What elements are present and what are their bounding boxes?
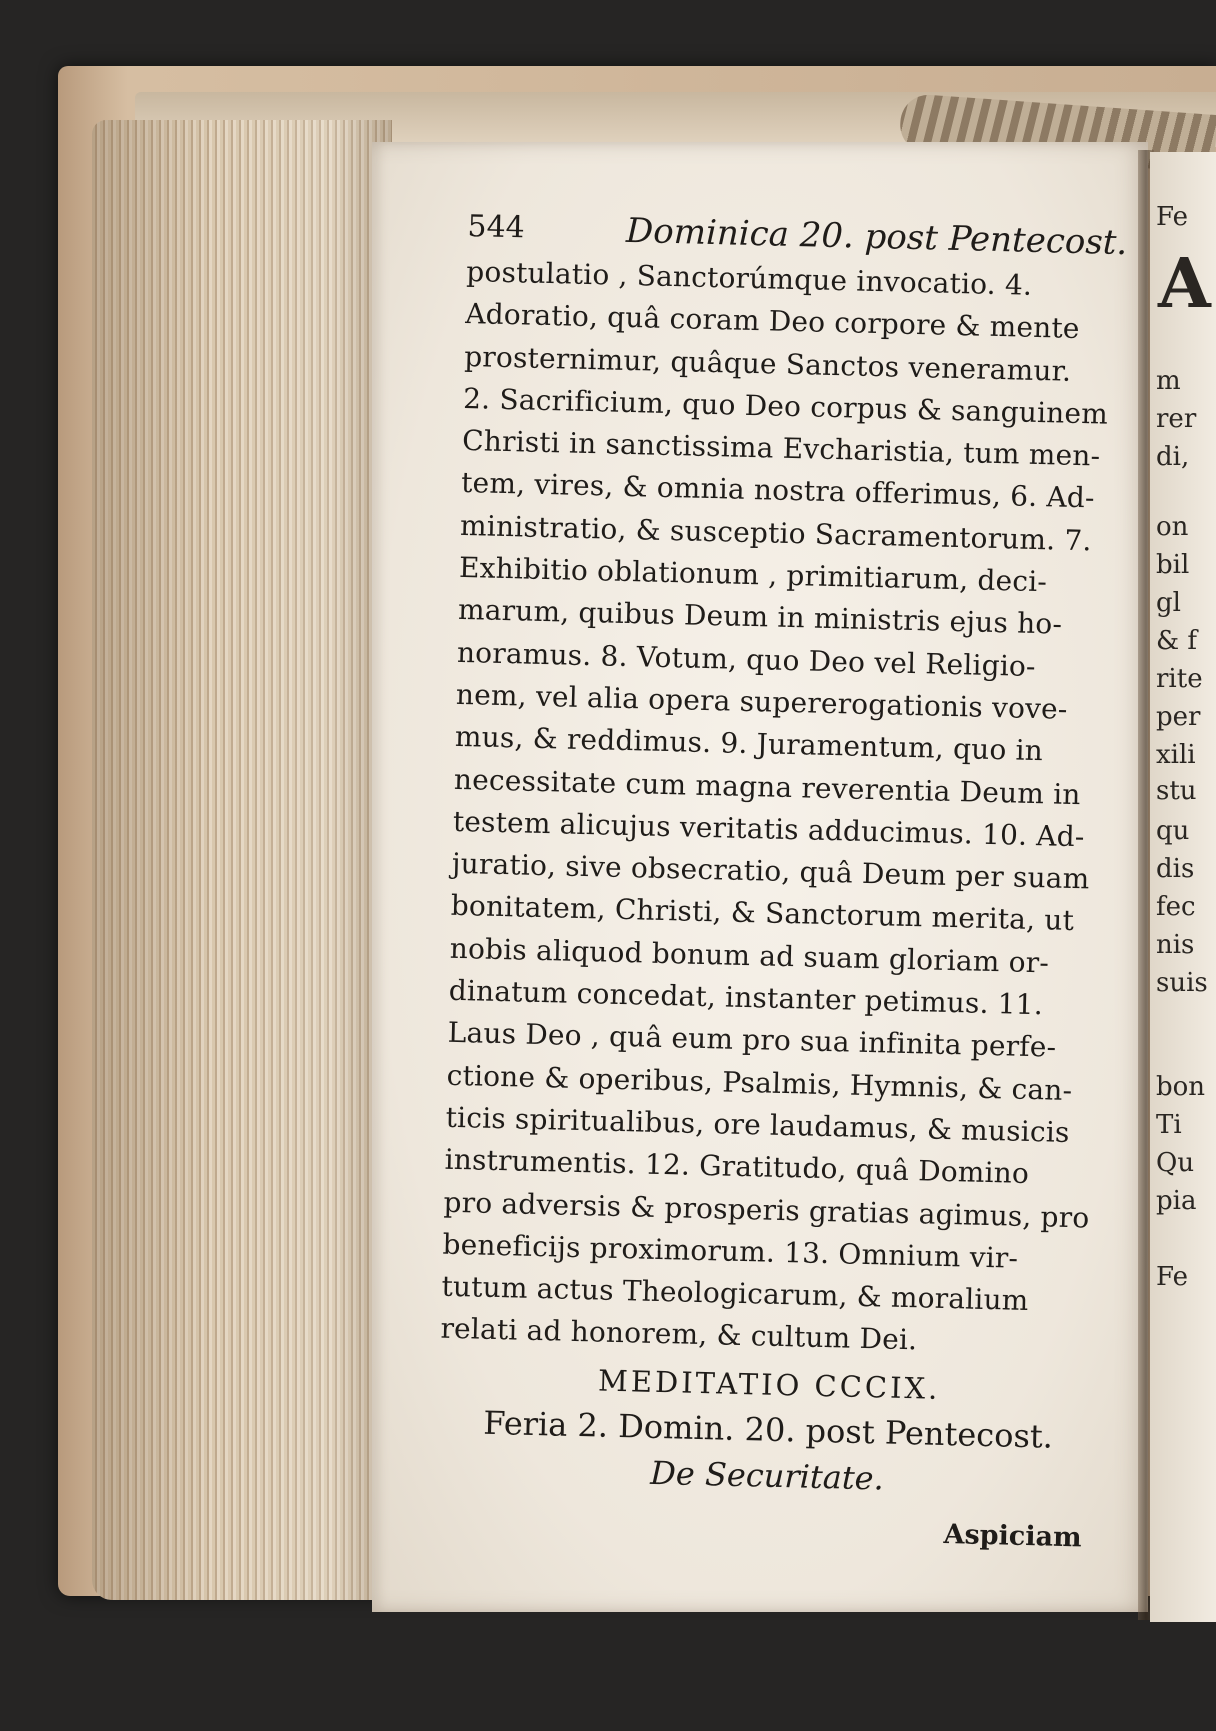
text-line: tem, vires, & omnia nostra offerimus, 6. Ad- <box>460 466 1096 515</box>
page-number: 544 <box>467 208 526 246</box>
facing-page-fragment: pia <box>1156 1186 1197 1216</box>
running-head: Dominica 20. post Pentecost. <box>625 210 1128 264</box>
text-line: 2. Sacrificium, quo Deo corpus & sanguinem <box>462 381 1109 431</box>
facing-page-fragment: per <box>1156 702 1201 732</box>
text-line: pro adversis & prosperis gratias agimus, pro <box>443 1185 1090 1235</box>
facing-page-fragment: bon <box>1156 1072 1206 1102</box>
meditation-subtitle: De Securitate. <box>649 1453 885 1498</box>
facing-page-fragment: qu <box>1156 816 1190 846</box>
meditation-heading: MEDITATIO CCCIX. <box>597 1363 941 1406</box>
text-line: Laus Deo , quâ eum pro sua infinita perfe- <box>447 1016 1057 1064</box>
text-line: Christi in sanctissima Evcharistia, tum men- <box>461 424 1101 473</box>
facing-page-fragment: suis <box>1156 968 1208 998</box>
page-block-shade <box>92 120 392 1600</box>
text-line: prosternimur, quâque Sanctos veneramur. <box>463 339 1072 388</box>
facing-page-fragment: dis <box>1156 854 1195 884</box>
text-line: postulatio , Sanctorúmque invocatio. 4. <box>465 254 1033 302</box>
text-line: tutum actus Theologicarum, & moralium <box>441 1269 1029 1318</box>
text-line: testem alicujus veritatis adducimus. 10. Ad- <box>452 804 1085 854</box>
facing-page-fragment: on <box>1156 512 1189 542</box>
text-line: mus, & reddimus. 9. Juramentum, quo in <box>454 720 1044 768</box>
right-page-fragment <box>1150 152 1216 1622</box>
text-line: bonitatem, Christi, & Sanctorum merita, ut <box>450 889 1075 938</box>
text-line: dinatum concedat, instanter petimus. 11. <box>448 973 1044 1022</box>
facing-page-fragment: nis <box>1156 930 1195 960</box>
facing-page-fragment: stu <box>1156 776 1197 806</box>
text-line: relati ad honorem, & cultum Dei. <box>440 1312 918 1357</box>
facing-page-fragment: di, <box>1156 442 1190 472</box>
facing-page-fragment: bil <box>1156 550 1190 580</box>
text-line: necessitate cum magna reverentia Deum in <box>453 762 1082 811</box>
text-line: ministratio, & susceptio Sacramentorum. 7. <box>459 508 1092 558</box>
facing-page-fragment: fec <box>1156 892 1196 922</box>
text-line: Exhibitio oblationum , primitiarum, deci- <box>458 550 1048 599</box>
facing-page-fragment: Fe <box>1156 1262 1189 1292</box>
facing-page-fragment: A <box>1158 244 1211 324</box>
text-line: Adoratio, quâ coram Deo corpore & mente <box>464 297 1081 346</box>
facing-page-fragment: & f <box>1156 626 1198 656</box>
text-line: ctione & operibus, Psalmis, Hymnis, & can- <box>446 1058 1073 1107</box>
catchword: Aspiciam <box>943 1518 1083 1554</box>
facing-page-fragment: gl <box>1156 588 1181 618</box>
text-line: beneficijs proximorum. 13. Omnium vir- <box>442 1227 1019 1275</box>
facing-page-fragment: Qu <box>1156 1148 1195 1178</box>
text-line: noramus. 8. Votum, quo Deo vel Religio- <box>456 635 1037 683</box>
facing-page-fragment: rer <box>1156 404 1197 434</box>
facing-page-fragment: Ti <box>1156 1110 1182 1140</box>
text-line: instrumentis. 12. Gratitudo, quâ Domino <box>444 1142 1030 1191</box>
text-line: ticis spiritualibus, ore laudamus, & musicis <box>445 1100 1070 1149</box>
text-line: nem, vel alia opera supererogationis vove- <box>455 677 1068 726</box>
text-line: juratio, sive obsecratio, quâ Deum per suam <box>451 846 1090 896</box>
meditation-subheading: Feria 2. Domin. 20. post Pentecost. <box>482 1403 1054 1456</box>
facing-page-fragment: Fe <box>1156 202 1189 232</box>
text-line: nobis aliquod bonum ad suam gloriam or- <box>449 931 1050 980</box>
facing-page-fragment: m <box>1156 366 1181 396</box>
facing-page-fragment: xili <box>1156 740 1196 770</box>
body-text <box>440 251 1127 1367</box>
page-text <box>435 205 1128 1560</box>
facing-page-fragment: rite <box>1156 664 1203 694</box>
text-line: marum, quibus Deum in ministris ejus ho- <box>457 593 1063 642</box>
